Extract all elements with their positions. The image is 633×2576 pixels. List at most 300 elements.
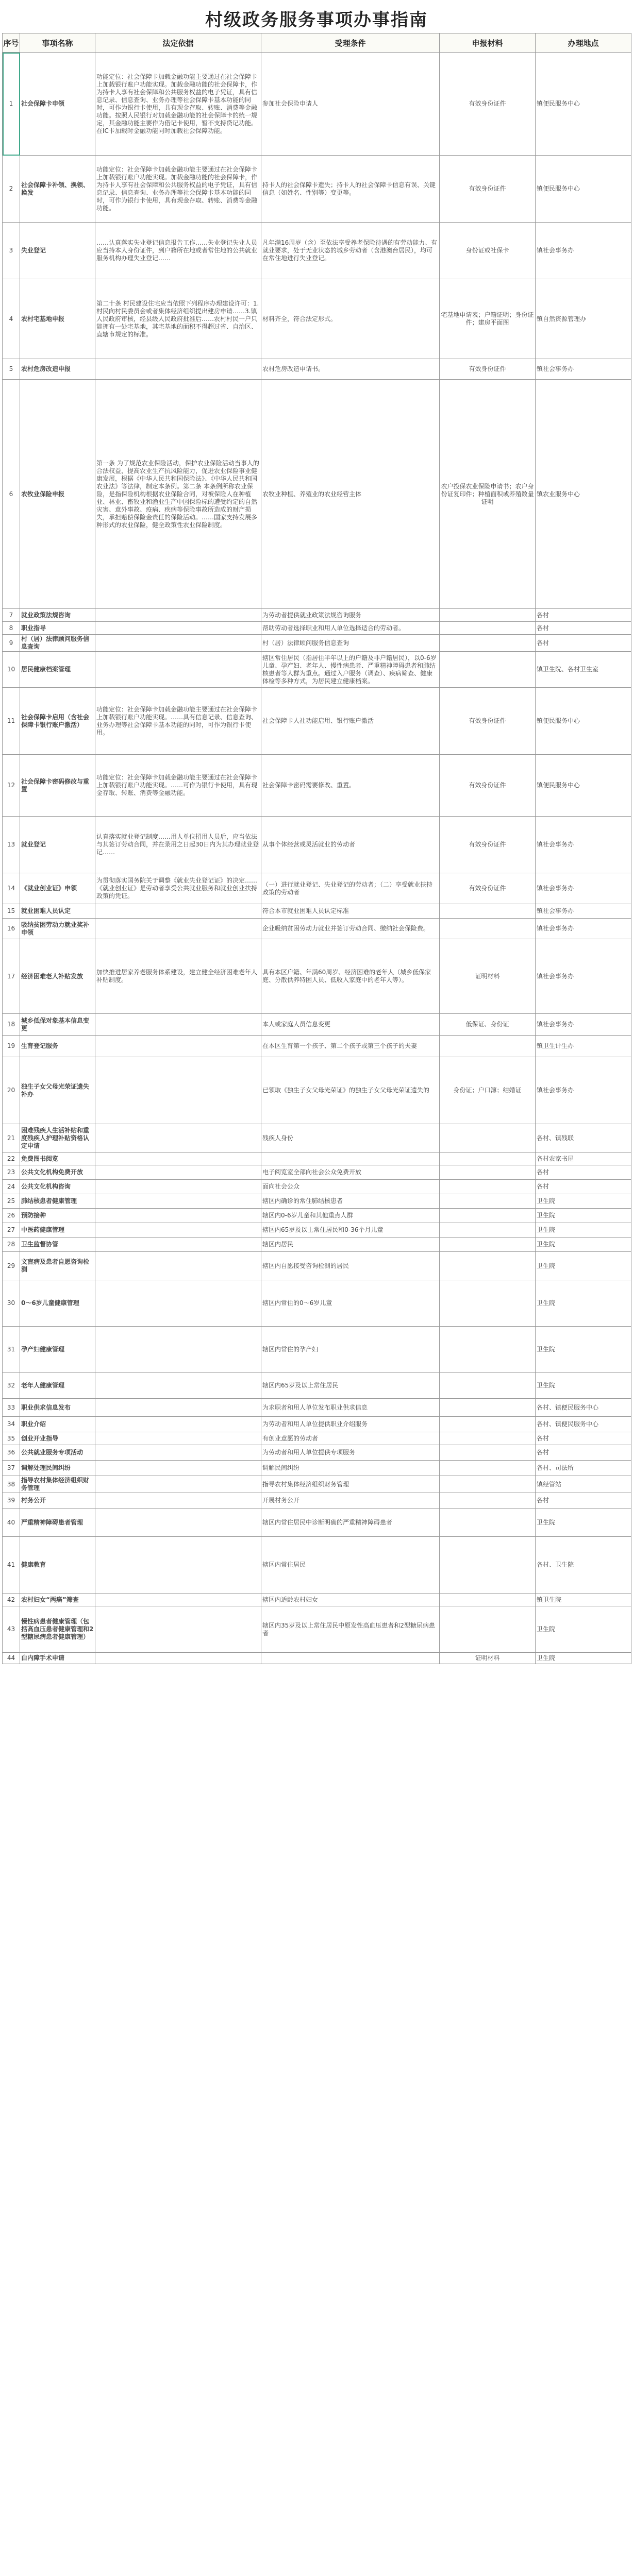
cell-name: 社会保障卡申领 (20, 53, 95, 156)
cell-name: 职业介绍 (20, 1417, 95, 1432)
cell-mat (440, 919, 536, 939)
table-row (3, 53, 631, 156)
table-row (3, 1417, 631, 1432)
cell-name: 孕产妇健康管理 (20, 1327, 95, 1373)
cell-place: 卫生院 (536, 1223, 631, 1238)
cell-name: 村务公开 (20, 1493, 95, 1509)
cell-mat (440, 1537, 536, 1594)
cell-mat: 宅基地申请表；户籍证明；身份证件；建房平面图 (440, 279, 536, 359)
table-row (3, 1014, 631, 1036)
cell-basis (95, 1036, 261, 1057)
cell-name: 社会保障卡密码修改与重置 (20, 755, 95, 817)
cell-name: 独生子女父母光荣证遗失补办 (20, 1057, 95, 1124)
table-row (3, 652, 631, 688)
cell-place: 镇便民服务中心 (536, 156, 631, 223)
table-row (3, 156, 631, 223)
cell-basis (95, 1223, 261, 1238)
cell-place: 卫生院 (536, 1373, 631, 1399)
cell-cond: 材料齐全，符合法定形式。 (261, 279, 440, 359)
cell-name: 农牧业保险申报 (20, 380, 95, 609)
cell-place: 各村、镇残联 (536, 1124, 631, 1153)
cell-no: 3 (3, 223, 20, 279)
cell-mat (440, 1153, 536, 1165)
cell-place: 卫生院 (536, 1209, 631, 1223)
cell-basis (95, 1124, 261, 1153)
cell-cond: （一）进行就业登记、失业登记的劳动者；（二）享受就业扶持政策的劳动者 (261, 873, 440, 904)
cell-basis (95, 1594, 261, 1606)
cell-place: 卫生院 (536, 1606, 631, 1653)
cell-name: 预防接种 (20, 1209, 95, 1223)
cell-place: 各村 (536, 609, 631, 622)
cell-name: 指导农村集体经济组织财务管理 (20, 1476, 95, 1493)
cell-cond: 辖区内65岁及以上常住居民 (261, 1373, 440, 1399)
cell-mat (440, 1327, 536, 1373)
cell-place: 各村 (536, 635, 631, 652)
table-row (3, 939, 631, 1014)
cell-basis (95, 1373, 261, 1399)
cell-cond: 辖区内常住的0～6岁儿童 (261, 1280, 440, 1327)
table-row (3, 1653, 631, 1664)
cell-place: 各村 (536, 622, 631, 635)
cell-place: 各村 (536, 1445, 631, 1461)
cell-cond: 为劳动者和用人单位提供职业介绍服务 (261, 1417, 440, 1432)
cell-cond: 辖区内常住居民 (261, 1537, 440, 1594)
cell-no: 17 (3, 939, 20, 1014)
header-name: 事项名称 (20, 33, 95, 53)
cell-mat (440, 1461, 536, 1476)
cell-name: 白内障手术申请 (20, 1653, 95, 1664)
cell-cond: 持卡人的社会保障卡遗失；持卡人的社会保障卡信息有误、关键信息（如姓名、性别等）变更等。 (261, 156, 440, 223)
cell-basis: 认真落实就业登记制度……用人单位招用人员后，应当依法与其签订劳动合同，并在录用之日起30日内为其办理就业登记…… (95, 817, 261, 873)
cell-name: 公共文化机构免费开放 (20, 1165, 95, 1180)
cell-mat: 低保证、身份证 (440, 1014, 536, 1036)
table-row (3, 1606, 631, 1653)
cell-no: 31 (3, 1327, 20, 1373)
table-row (3, 1537, 631, 1594)
table-row (3, 919, 631, 939)
cell-basis (95, 1180, 261, 1194)
cell-place: 各村、镇便民服务中心 (536, 1417, 631, 1432)
cell-place: 卫生院 (536, 1280, 631, 1327)
cell-no: 10 (3, 652, 20, 688)
cell-place: 各村、镇便民服务中心 (536, 1399, 631, 1417)
cell-mat (440, 1606, 536, 1653)
cell-cond: 残疾人身份 (261, 1124, 440, 1153)
cell-no: 13 (3, 817, 20, 873)
table-row (3, 755, 631, 817)
table-row (3, 1280, 631, 1327)
table-row (3, 873, 631, 904)
cell-mat (440, 1509, 536, 1537)
cell-basis (95, 1014, 261, 1036)
cell-basis: 功能定位：社会保障卡加载金融功能主要通过在社会保障卡上加载银行账户功能实现。加载金融功能的社会保障卡，作为持卡人享有社会保障和公共服务权益的电子凭证，具有信息记录、信息查询、业务办理等社会保障卡基本功能的同时，可作为银行卡使用，具有现金存取、转账、消费等金融功能。按照人民银行对加载金融功能的社会保障卡的统一规定，其金融功能主要作为借记卡使用，暂不支持贷记功能。在IC卡加载时金融功能同时加载社会保障功能。 (95, 53, 261, 156)
cell-place: 镇卫生院 (536, 1594, 631, 1606)
cell-mat (440, 652, 536, 688)
cell-name: 严重精神障碍患者管理 (20, 1509, 95, 1537)
table-row (3, 1238, 631, 1252)
cell-no: 35 (3, 1432, 20, 1445)
cell-mat: 身份证；户口簿；结婚证 (440, 1057, 536, 1124)
cell-mat (440, 1252, 536, 1280)
cell-mat (440, 635, 536, 652)
cell-basis (95, 1327, 261, 1373)
cell-name: 健康教育 (20, 1537, 95, 1594)
cell-mat (440, 1280, 536, 1327)
cell-basis (95, 1537, 261, 1594)
cell-basis (95, 1417, 261, 1432)
cell-name: 经济困难老人补贴发放 (20, 939, 95, 1014)
cell-cond: 指导农村集体经济组织财务管理 (261, 1476, 440, 1493)
table-row (3, 1153, 631, 1165)
cell-no: 9 (3, 635, 20, 652)
cell-place: 卫生院 (536, 1252, 631, 1280)
cell-place: 镇卫生院、各村卫生室 (536, 652, 631, 688)
table-row (3, 609, 631, 622)
cell-no: 7 (3, 609, 20, 622)
cell-cond: 企业吸纳贫困劳动力就业并签订劳动合同、缴纳社会保险费。 (261, 919, 440, 939)
table-row (3, 1373, 631, 1399)
cell-name: 就业政策法规咨询 (20, 609, 95, 622)
cell-no: 8 (3, 622, 20, 635)
cell-mat (440, 1594, 536, 1606)
cell-mat (440, 1165, 536, 1180)
cell-basis (95, 904, 261, 919)
cell-mat (440, 1493, 536, 1509)
cell-mat (440, 1036, 536, 1057)
cell-cond: 辖区内0-6岁儿童和其他重点人群 (261, 1209, 440, 1223)
cell-place: 镇社会事务办 (536, 1057, 631, 1124)
cell-mat (440, 1432, 536, 1445)
cell-basis (95, 622, 261, 635)
cell-place: 镇社会事务办 (536, 939, 631, 1014)
cell-basis (95, 1445, 261, 1461)
cell-place: 卫生院 (536, 1327, 631, 1373)
cell-no: 12 (3, 755, 20, 817)
cell-name: 职业供求信息发布 (20, 1399, 95, 1417)
cell-basis (95, 1194, 261, 1209)
cell-mat: 有效身份证件 (440, 359, 536, 380)
cell-no: 15 (3, 904, 20, 919)
table-row (3, 1476, 631, 1493)
cell-mat: 有效身份证件 (440, 873, 536, 904)
cell-no: 1 (3, 53, 20, 156)
cell-basis: 加快推进居家养老服务体系建设，建立健全经济困难老年人补贴制度。 (95, 939, 261, 1014)
cell-cond: 辖区内常住的孕产妇 (261, 1327, 440, 1373)
header-place: 办理地点 (536, 33, 631, 53)
table-row (3, 1252, 631, 1280)
table-row (3, 904, 631, 919)
cell-basis (95, 1153, 261, 1165)
cell-no: 32 (3, 1373, 20, 1399)
table-row (3, 1493, 631, 1509)
cell-cond: 辖区内确诊的常住肺结核患者 (261, 1194, 440, 1209)
table-row (3, 1327, 631, 1373)
cell-mat (440, 1124, 536, 1153)
cell-no: 37 (3, 1461, 20, 1476)
cell-name: 中医药健康管理 (20, 1223, 95, 1238)
table-row (3, 1194, 631, 1209)
cell-cond (261, 1653, 440, 1664)
cell-no: 11 (3, 688, 20, 755)
cell-cond: 本人或家庭人员信息变更 (261, 1014, 440, 1036)
cell-cond: 具有本区户籍、年满60周岁、经济困难的老年人（城乡低保家庭、分散供养特困人员、低收入家庭中的老年人等）。 (261, 939, 440, 1014)
cell-mat: 有效身份证件 (440, 156, 536, 223)
cell-place: 卫生院 (536, 1238, 631, 1252)
table-row (3, 1461, 631, 1476)
cell-place: 卫生院 (536, 1653, 631, 1664)
cell-cond: 村（居）法律顾问服务信息查询 (261, 635, 440, 652)
cell-place: 镇社会事务办 (536, 1014, 631, 1036)
cell-cond: 农村危房改造申请书。 (261, 359, 440, 380)
cell-basis (95, 1057, 261, 1124)
cell-place: 镇便民服务中心 (536, 53, 631, 156)
cell-basis: 功能定位：社会保障卡加载金融功能主要通过在社会保障卡上加载银行账户功能实现。……具有信息记录、信息查询、业务办理等社会保障卡基本功能的同时，可作为银行卡使用。 (95, 688, 261, 755)
cell-no: 34 (3, 1417, 20, 1432)
cell-no: 22 (3, 1153, 20, 1165)
cell-place: 镇便民服务中心 (536, 755, 631, 817)
cell-cond: 凡年满16周岁（含）至依法享受养老保险待遇的有劳动能力、有就业要求，处于无业状态的城乡劳动者（含港澳台居民），均可在常住地进行失业登记。 (261, 223, 440, 279)
cell-name: 创业开业指导 (20, 1432, 95, 1445)
cell-basis: 第二十条 村民建设住宅应当依照下列程序办理建设许可：1.村民向村民委员会或者集体经济组织提出建房申请……3.镇人民政府审核，经县级人民政府批准后……农村村民一户只能拥有一处宅基地，其宅基地的面积不得超过省、自治区、直辖市规定的标准。 (95, 279, 261, 359)
cell-mat: 有效身份证件 (440, 817, 536, 873)
cell-no: 5 (3, 359, 20, 380)
cell-name: 就业困难人员认定 (20, 904, 95, 919)
table-row (3, 1594, 631, 1606)
cell-cond: 辖区内65岁及以上常住居民和0-36个月儿童 (261, 1223, 440, 1238)
table-row (3, 1445, 631, 1461)
cell-cond: 农牧业种植、养殖业的农业经营主体 (261, 380, 440, 609)
cell-place: 卫生院 (536, 1194, 631, 1209)
cell-cond: 社会保障卡人社功能启用、银行账户激活 (261, 688, 440, 755)
cell-basis (95, 1252, 261, 1280)
cell-cond: 帮助劳动者选择职业和用人单位选择适合的劳动者。 (261, 622, 440, 635)
cell-cond: 为劳动者提供就业政策法规咨询服务 (261, 609, 440, 622)
cell-name: 村（居）法律顾问服务信息查询 (20, 635, 95, 652)
cell-cond: 从事个体经营或灵活就业的劳动者 (261, 817, 440, 873)
cell-no: 18 (3, 1014, 20, 1036)
cell-no: 36 (3, 1445, 20, 1461)
cell-name: 职业指导 (20, 622, 95, 635)
header-basis: 法定依据 (95, 33, 261, 53)
cell-mat (440, 609, 536, 622)
cell-basis (95, 1238, 261, 1252)
table-row (3, 1509, 631, 1537)
cell-place: 各村 (536, 1432, 631, 1445)
cell-name: 吸纳贫困劳动力就业奖补申领 (20, 919, 95, 939)
cell-place: 各村 (536, 1165, 631, 1180)
cell-name: 社会保障卡启用（含社会保障卡银行账户激活） (20, 688, 95, 755)
cell-basis: ……认真落实失业登记信息报告工作……失业登记失业人员应当持本人身份证件，到户籍所在地或者常住地的公共就业服务机构办理失业登记…… (95, 223, 261, 279)
table-row (3, 1036, 631, 1057)
cell-basis (95, 1476, 261, 1493)
cell-place: 各村 (536, 1493, 631, 1509)
table-row (3, 1223, 631, 1238)
cell-no: 6 (3, 380, 20, 609)
cell-no: 44 (3, 1653, 20, 1664)
cell-mat (440, 904, 536, 919)
cell-no: 2 (3, 156, 20, 223)
cell-name: 困难残疾人生活补贴和重度残疾人护理补贴资格认定申请 (20, 1124, 95, 1153)
cell-no: 25 (3, 1194, 20, 1209)
cell-mat (440, 1223, 536, 1238)
cell-name: 调解处理民间纠纷 (20, 1461, 95, 1476)
cell-cond: 开展村务公开 (261, 1493, 440, 1509)
cell-no: 30 (3, 1280, 20, 1327)
cell-no: 28 (3, 1238, 20, 1252)
cell-cond: 电子阅览室全部向社会公众免费开放 (261, 1165, 440, 1180)
cell-basis: 功能定位：社会保障卡加载金融功能主要通过在社会保障卡上加载银行账户功能实现。加载金融功能的社会保障卡，作为持卡人享有社会保障和公共服务权益的电子凭证，具有信息记录、信息查询、业务办理等社会保障卡基本功能的同时，可作为银行卡使用，具有现金存取、转账、消费等金融功能。 (95, 156, 261, 223)
cell-cond: 面向社会公众 (261, 1180, 440, 1194)
cell-mat (440, 1399, 536, 1417)
cell-mat (440, 1194, 536, 1209)
table-row (3, 1180, 631, 1194)
cell-cond: 辖区常住居民（指居住半年以上的户籍及非户籍居民），以0-6岁儿童、孕产妇、老年人、慢性病患者、严重精神障碍患者和肺结核患者等人群为重点。通过入户服务（调查）、疾病筛查、健康体检等多种方式，为居民建立健康档案。 (261, 652, 440, 688)
table-row (3, 1209, 631, 1223)
cell-basis (95, 1280, 261, 1327)
cell-basis (95, 1209, 261, 1223)
cell-no: 33 (3, 1399, 20, 1417)
cell-name: 农村妇女“两癌”筛查 (20, 1594, 95, 1606)
cell-name: 0～6岁儿童健康管理 (20, 1280, 95, 1327)
cell-no: 20 (3, 1057, 20, 1124)
cell-no: 29 (3, 1252, 20, 1280)
cell-mat (440, 1445, 536, 1461)
cell-place: 镇卫生计生办 (536, 1036, 631, 1057)
cell-cond: 参加社会保险申请人 (261, 53, 440, 156)
cell-basis (95, 1165, 261, 1180)
cell-mat: 证明材料 (440, 939, 536, 1014)
cell-no: 43 (3, 1606, 20, 1653)
cell-cond: 辖区内居民 (261, 1238, 440, 1252)
cell-basis (95, 652, 261, 688)
table-row (3, 1165, 631, 1180)
cell-name: 《就业创业证》申领 (20, 873, 95, 904)
cell-place: 镇自然资源管理办 (536, 279, 631, 359)
cell-mat: 农户投保农业保险申请书；农户身份证复印件；种植面积或养殖数量证明 (440, 380, 536, 609)
cell-no: 26 (3, 1209, 20, 1223)
cell-name: 老年人健康管理 (20, 1373, 95, 1399)
cell-no: 21 (3, 1124, 20, 1153)
cell-cond: 符合本市就业困难人员认定标准 (261, 904, 440, 919)
table-row (3, 622, 631, 635)
table-row (3, 817, 631, 873)
table-row (3, 279, 631, 359)
table-row (3, 359, 631, 380)
cell-no: 41 (3, 1537, 20, 1594)
cell-name: 卫生监督协管 (20, 1238, 95, 1252)
header-materials: 申报材料 (440, 33, 536, 53)
cell-basis (95, 1432, 261, 1445)
cell-basis (95, 359, 261, 380)
cell-basis (95, 919, 261, 939)
cell-basis: 第一条 为了规范农业保险活动，保护农业保险活动当事人的合法权益，提高农业生产抗风险能力，促进农业保险事业健康发展，根据《中华人民共和国保险法》、《中华人民共和国农业法》等法律，制定本条例。第二条 本条例所称农业保险，是指保险机构根据农业保险合同，对被保险人在种植业、林业、畜牧业和渔业生产中因保险标的遭受约定的自然灾害、意外事故、疫病、疾病等保险事故所造成的财产损失，承担赔偿保险金责任的保险活动。……国家支持发展多种形式的农业保险，健全政策性农业保险制度。 (95, 380, 261, 609)
guide-page (0, 7, 633, 2576)
table-row (3, 223, 631, 279)
cell-cond: 辖区内自愿接受咨询检测的居民 (261, 1252, 440, 1280)
table-row (3, 1057, 631, 1124)
cell-name: 公共就业服务专项活动 (20, 1445, 95, 1461)
table-row (3, 688, 631, 755)
cell-mat: 有效身份证件 (440, 53, 536, 156)
table-row (3, 1124, 631, 1153)
cell-place: 卫生院 (536, 1509, 631, 1537)
table-row (3, 380, 631, 609)
cell-cond: 为求职者和用人单位发布职业供求信息 (261, 1399, 440, 1417)
service-guide-table (2, 33, 631, 1664)
cell-mat (440, 1373, 536, 1399)
cell-basis (95, 1461, 261, 1476)
cell-mat (440, 1476, 536, 1493)
cell-place: 镇经管站 (536, 1476, 631, 1493)
cell-basis (95, 1509, 261, 1537)
cell-basis (95, 609, 261, 622)
cell-name: 免费图书阅览 (20, 1153, 95, 1165)
cell-no: 4 (3, 279, 20, 359)
cell-cond: 已领取《独生子女父母光荣证》的独生子女父母光荣证遗失的 (261, 1057, 440, 1124)
table-row (3, 1432, 631, 1445)
cell-name: 肺结核患者健康管理 (20, 1194, 95, 1209)
cell-name: 农村危房改造申报 (20, 359, 95, 380)
cell-no: 38 (3, 1476, 20, 1493)
cell-place: 镇社会事务办 (536, 817, 631, 873)
cell-place: 各村 (536, 1180, 631, 1194)
cell-no: 24 (3, 1180, 20, 1194)
cell-basis: 为贯彻落实国务院关于调整《就业失业登记证》的决定……《就业创业证》是劳动者享受公共就业服务和就业创业扶持政策的凭证。 (95, 873, 261, 904)
cell-mat (440, 1238, 536, 1252)
cell-mat: 有效身份证件 (440, 755, 536, 817)
cell-place: 镇便民服务中心 (536, 688, 631, 755)
cell-no: 42 (3, 1594, 20, 1606)
page-title: 村级政务服务事项办事指南 (205, 10, 428, 30)
header-row (3, 33, 631, 53)
cell-name: 公共文化机构咨询 (20, 1180, 95, 1194)
cell-basis (95, 1653, 261, 1664)
cell-mat (440, 1209, 536, 1223)
cell-mat (440, 622, 536, 635)
cell-cond: 辖区内适龄农村妇女 (261, 1594, 440, 1606)
cell-name: 失业登记 (20, 223, 95, 279)
cell-place: 镇社会事务办 (536, 223, 631, 279)
table-row (3, 635, 631, 652)
cell-cond (261, 1153, 440, 1165)
cell-name: 农村宅基地申报 (20, 279, 95, 359)
cell-mat: 身份证或社保卡 (440, 223, 536, 279)
cell-basis (95, 1399, 261, 1417)
cell-basis: 功能定位：社会保障卡加载金融功能主要通过在社会保障卡上加载银行账户功能实现。……可作为银行卡使用，具有现金存取、转账、消费等金融功能。 (95, 755, 261, 817)
cell-mat: 证明材料 (440, 1653, 536, 1664)
cell-mat (440, 1180, 536, 1194)
cell-place: 各村、司法所 (536, 1461, 631, 1476)
cell-name: 社会保障卡补领、换领、换发 (20, 156, 95, 223)
cell-mat: 有效身份证件 (440, 688, 536, 755)
cell-name: 城乡低保对象基本信息变更 (20, 1014, 95, 1036)
cell-place: 镇社会事务办 (536, 919, 631, 939)
cell-no: 39 (3, 1493, 20, 1509)
cell-cond: 为劳动者和用人单位提供专项服务 (261, 1445, 440, 1461)
header-conditions: 受理条件 (261, 33, 440, 53)
cell-cond: 有创业意愿的劳动者 (261, 1432, 440, 1445)
cell-cond: 辖区内常住居民中诊断明确的严重精神障碍患者 (261, 1509, 440, 1537)
cell-place: 镇社会事务办 (536, 359, 631, 380)
cell-cond: 调解民间纠纷 (261, 1461, 440, 1476)
cell-name: 就业登记 (20, 817, 95, 873)
cell-no: 19 (3, 1036, 20, 1057)
cell-name: 生育登记服务 (20, 1036, 95, 1057)
table-row (3, 1399, 631, 1417)
cell-name: 文盲病及患者自愿咨询检测 (20, 1252, 95, 1280)
cell-cond: 社会保障卡密码需要修改、重置。 (261, 755, 440, 817)
cell-name: 居民健康档案管理 (20, 652, 95, 688)
